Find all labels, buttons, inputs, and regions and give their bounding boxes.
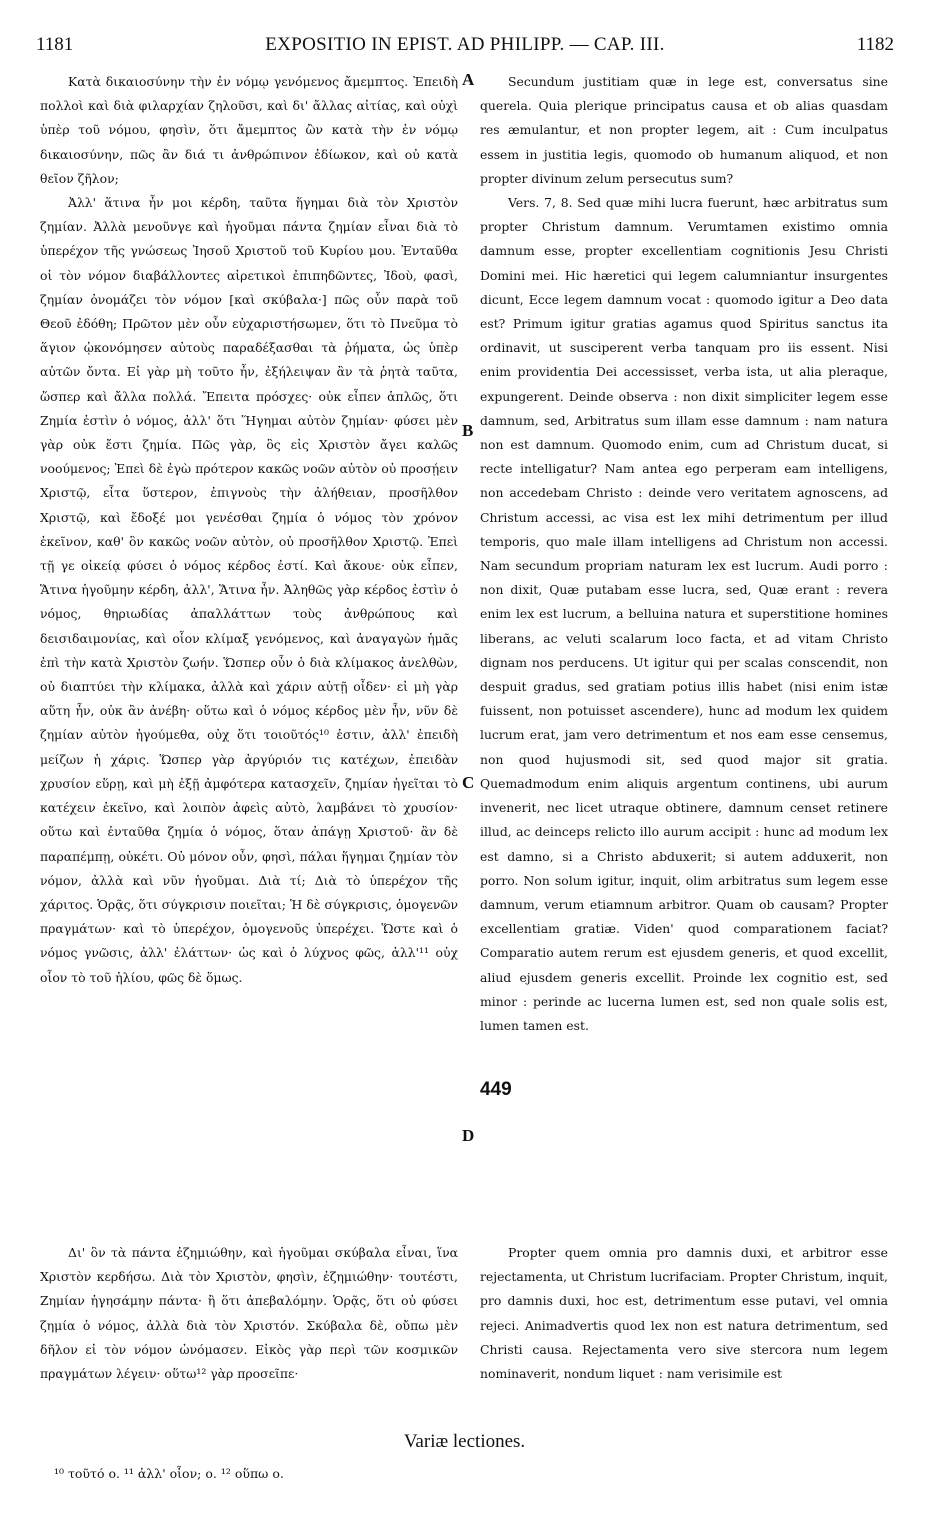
running-title: EXPOSITIO IN EPIST. AD PHILIPP. — CAP. III. (265, 34, 665, 55)
variae-lectiones-heading: Variæ lectiones. (403, 1431, 526, 1452)
variae-lectiones-notes: ¹⁰ τοῦτό ο. ¹¹ ἀλλ' οἷον; ο. ¹² οὕπω ο. (54, 1466, 284, 1481)
edition-page-mark: 449 (480, 1079, 512, 1100)
greek-paragraph-1: Κατὰ δικαιοσύνην τὴν ἐν νόμῳ γενόμενος ἄμεμπτος. Ἐπειδὴ πολλοὶ καὶ διὰ φιλαρχίαν ζηλοῦσι, καὶ δι' ἄλλας αἰτίας, καὶ οὐχὶ ὑπὲρ τοῦ νόμου, φησὶν, ὅτι ἄμεμπτος ὢν κατὰ τὴν ἐν νόμῳ δικαιοσύνην, πῶς ἂν διά τι ἀνθρώπινον ἐδίωκον, καὶ οὐ κατὰ θεῖον ζῆλον; (40, 74, 458, 186)
greek-paragraph-3: Δι' ὃν τὰ πάντα ἐζημιώθην, καὶ ἡγοῦμαι σκύβαλα εἶναι, ἵνα Χριστὸν κερδήσω. Διὰ τὸν Χριστὸν, φησὶν, ἐζημιώθην· τουτέστι, Ζημίαν ἡγησάμην πάντα· ἢ ὅτι ἀπεβαλόμην. Ὁρᾷς, ὅτι οὐ φύσει ζημία ὁ νόμος, ἀλλὰ διὰ τὸν Χριστόν. Σκύβαλα δὲ, οὔπω μὲν δῆλον εἰ τὸν νόμον ὠνόμασεν. Εἰκὸς γὰρ περὶ τῶν κοσμικῶν πραγμάτων λέγειν· οὕτω¹² γὰρ προσεῖπε· (40, 1245, 458, 1382)
page-number-right: 1182 (856, 34, 894, 55)
latin-paragraph-2: Vers. 7, 8. Sed quæ mihi lucra fuerunt, hæc arbitratus sum propter Christum damnum. Verumtamen existimo omnia damnum esse, propter excellentiam cognitionis Jesu Christi Domini mei. Hic hæretici qui legem calumniantur insurgentes dicunt, Ecce legem damnum vocat : quomodo igitur a Deo data est? Primum igitur gratias agamus quod Spiritus sanctus ita ordinavit, ut susciperent verba tanquam pro iis essent. Nisi enim providentia Dei accessisset, verba ista, ut alia pleraque, expungerent. Deinde observa : non dixit simpliciter legem esse damnum, sed, Arbitratus sum illam esse damnum : nam natura non est damnum. Quomodo enim, cum ad Christum ducat, si recte intelligatur? Nam antea ego perperam eam intelligens, non accedebam Christo : deinde vero veritatem agnoscens, ad Christum accessi, ac visa est lex mihi detrimentum per illud temporis, quo male illam intelligens ad Christum non accessi. Nam secundum propriam naturam lex est lucrum. Audi porro : non dixit, Quæ putabam esse lucra, sed, Quæ erant : revera enim lex est lucrum, a belluina natura et superstitione homines liberans, ac veluti scalarum loco facta, et ad vitam Christo dignam nos perducens. Ut igitur qui per scalas conscendit, non despuit gradus, sed gratiam potius illis habet (nisi enim istæ fuissent, non potuisset ascendere), hunc ad modum lex quidem lucrum erat, jam vero detrimentum et nos eam esse censemus, non quod hujusmodi sit, sed quod major sit gratia. Quemadmodum enim aliquis argentum continens, ubi aurum invenerit, nec licet utraque obtinere, damnum censet retinere illud, ac deinceps relicto illo aurum accipit : hunc ad modum lex est damno, si a Christo abduxerit; si autem adduxerit, non porro. Non solum igitur, inquit, olim arbitratus sum legem esse damnum, verum etiamnum arbitror. Quam ob causam? Propter excellentiam gratiæ. Viden' quod comparationem faciat? Comparatio autem rerum est ejusdem generis, et quod excellit, aliud ejusdem generis excellit. Proinde lex cognitio est, sed minor : perinde ac lucerna lumen est, sed non quale solis est, lumen tamen est. (480, 195, 888, 1033)
greek-column (40, 70, 458, 990)
section-marker-a: A (462, 70, 475, 89)
latin-column-lower (480, 1241, 888, 1386)
latin-paragraph-3: Propter quem omnia pro damnis duxi, et arbitror esse rejectamenta, ut Christum lucrifaciam. Propter Christum, inquit, pro damnis duxi, hoc est, detrimentum esse putavi, vel omnia rejeci. Animadvertis quod lex non est natura detrimentum, sed Christi causa. Rejectamenta vero sive stercora num legem nominaverit, nondum liquet : nam verisimile est (480, 1245, 888, 1382)
section-marker-b: B (462, 421, 474, 440)
section-marker-d: D (462, 1126, 475, 1145)
running-header (36, 34, 894, 64)
greek-column-lower (40, 1241, 458, 1386)
latin-column (480, 70, 888, 1038)
section-marker-c: C (462, 773, 475, 792)
page-number-left: 1181 (36, 34, 74, 55)
greek-paragraph-2: Ἀλλ' ἅτινα ἦν μοι κέρδη, ταῦτα ἥγημαι διὰ τὸν Χριστὸν ζημίαν. Ἀλλὰ μενοῦνγε καὶ ἡγοῦμαι πάντα ζημίαν εἶναι διὰ τὸ ὑπερέχον τῆς γνώσεως Ἰησοῦ Χριστοῦ τοῦ Κυρίου μου. Ἐνταῦθα οἱ τὸν νόμον διαβάλλοντες αἱρετικοὶ ἐπιπηδῶντες, Ἰδοὺ, φασὶ, ζημίαν ὀνομάζει τὸν νόμον [καὶ σκύβαλα·] πῶς οὖν παρὰ τοῦ Θεοῦ ἐδόθη; Πρῶτον μὲν οὖν εὐχαριστήσωμεν, ὅτι τὸ Πνεῦμα τὸ ἅγιον ᾠκονόμησεν αὐτοὺς παραδέξασθαι τὰ ῥήματα, ὡς ὑπὲρ αὐτῶν ὄντα. Εἰ γὰρ μὴ τοῦτο ἦν, ἐξήλειψαν ἂν τὰ ῥητὰ ταῦτα, ὥσπερ καὶ ἄλλα πολλά. Ἔπειτα πρόσχες· οὐκ εἶπεν ἁπλῶς, ὅτι Ζημία ἐστὶν ὁ νόμος, ἀλλ' ὅτι Ἥγημαι αὐτὸν ζημίαν· φύσει μὲν γὰρ οὐκ ἔστι ζημία. Πῶς γὰρ, ὃς εἰς Χριστὸν ἄγει καλῶς νοούμενος; Ἐπεὶ δὲ ἐγὼ πρότερον κακῶς νοῶν αὐτὸν οὐ προσῄειν Χριστῷ, εἶτα ὕστερον, ἐπιγνοὺς τὴν ἀλήθειαν, προσῆλθον Χριστῷ, καὶ ἔδοξέ μοι γενέσθαι ζημία ὁ νόμος τὸν χρόνον ἐκεῖνον, καθ' ὃν κακῶς νοῶν αὐτὸν, οὐ προσῆλθον Χριστῷ. Ἐπεὶ τῇ γε οἰκείᾳ φύσει ὁ νόμος κέρδος ἐστί. Καὶ ἄκουε· οὐκ εἶπεν, Ἅτινα ἡγοῦμην κέρδη, ἀλλ', Ἅτινα ἦν. Ἀληθῶς γὰρ κέρδος ἐστὶν ὁ νόμος, θηριωδίας ἀπαλλάττων τοὺς ἀνθρώπους καὶ δεισιδαιμονίας, καὶ οἷον κλίμαξ γενόμενος, καὶ ἀναγαγὼν ἡμᾶς ἐπὶ τὴν κατὰ Χριστὸν ζωήν. Ὥσπερ οὖν ὁ διὰ κλίμακος ἀνελθὼν, οὐ διαπτύει τὴν κλίμακα, ἀλλὰ καὶ χάριν αὐτῇ οἶδεν· εἰ μὴ γὰρ αὕτη ἦν, οὐκ ἂν ἀνέβη· οὕτω καὶ ὁ νόμος κέρδος μὲν ἦν, νῦν δὲ ζημίαν αὐτὸν ἡγούμεθα, οὐχ ὅτι τοιοῦτός¹⁰ ἐστιν, ἀλλ' ἐπειδὴ μείζων ἡ χάρις. Ὥσπερ γὰρ ἀργύριόν τις κατέχων, ἐπειδὰν χρυσίον εὕρῃ, καὶ μὴ ἐξῇ ἀμφότερα κατασχεῖν, ζημίαν ἡγεῖται τὸ κατέχειν ἐκεῖνο, καὶ λοιπὸν ἀφεὶς αὐτὸ, λαμβάνει τὸ χρυσίον· οὕτω καὶ ἐνταῦθα ζημία ὁ νόμος, ὅταν ἀπάγῃ Χριστοῦ· ἂν δὲ παραπέμπῃ, οὐκέτι. Οὐ μόνον οὖν, φησὶ, πάλαι ἥγημαι ζημίαν τὸν νόμον, ἀλλὰ καὶ νῦν ἡγοῦμαι. Διὰ τί; Διὰ τὸ ὑπερέχον τῆς χάριτος. Ὁρᾷς, ὅτι σύγκρισιν ποιεῖται; Ἡ δὲ σύγκρισις, ὁμογενῶν πραγμάτων· καὶ τὸ ὑπερέχον, ὁμογενοῦς ὑπερέχει. Ὥστε καὶ ὁ νόμος γνῶσις, ἀλλ' ἐλάττων· ὡς καὶ ὁ λύχνος φῶς, ἀλλ'¹¹ οὐχ οἷον τὸ τοῦ ἡλίου, φῶς δὲ ὅμως. (40, 195, 458, 985)
latin-paragraph-1: Secundum justitiam quæ in lege est, conversatus sine querela. Quia plerique principatus causa et ob alias quasdam res æmulantur, et non propter legem, ait : Cum inculpatus essem in justitia legis, quomodo ob humanum aliquod, et non propter divinum zelum persecutus sum? (480, 74, 888, 186)
